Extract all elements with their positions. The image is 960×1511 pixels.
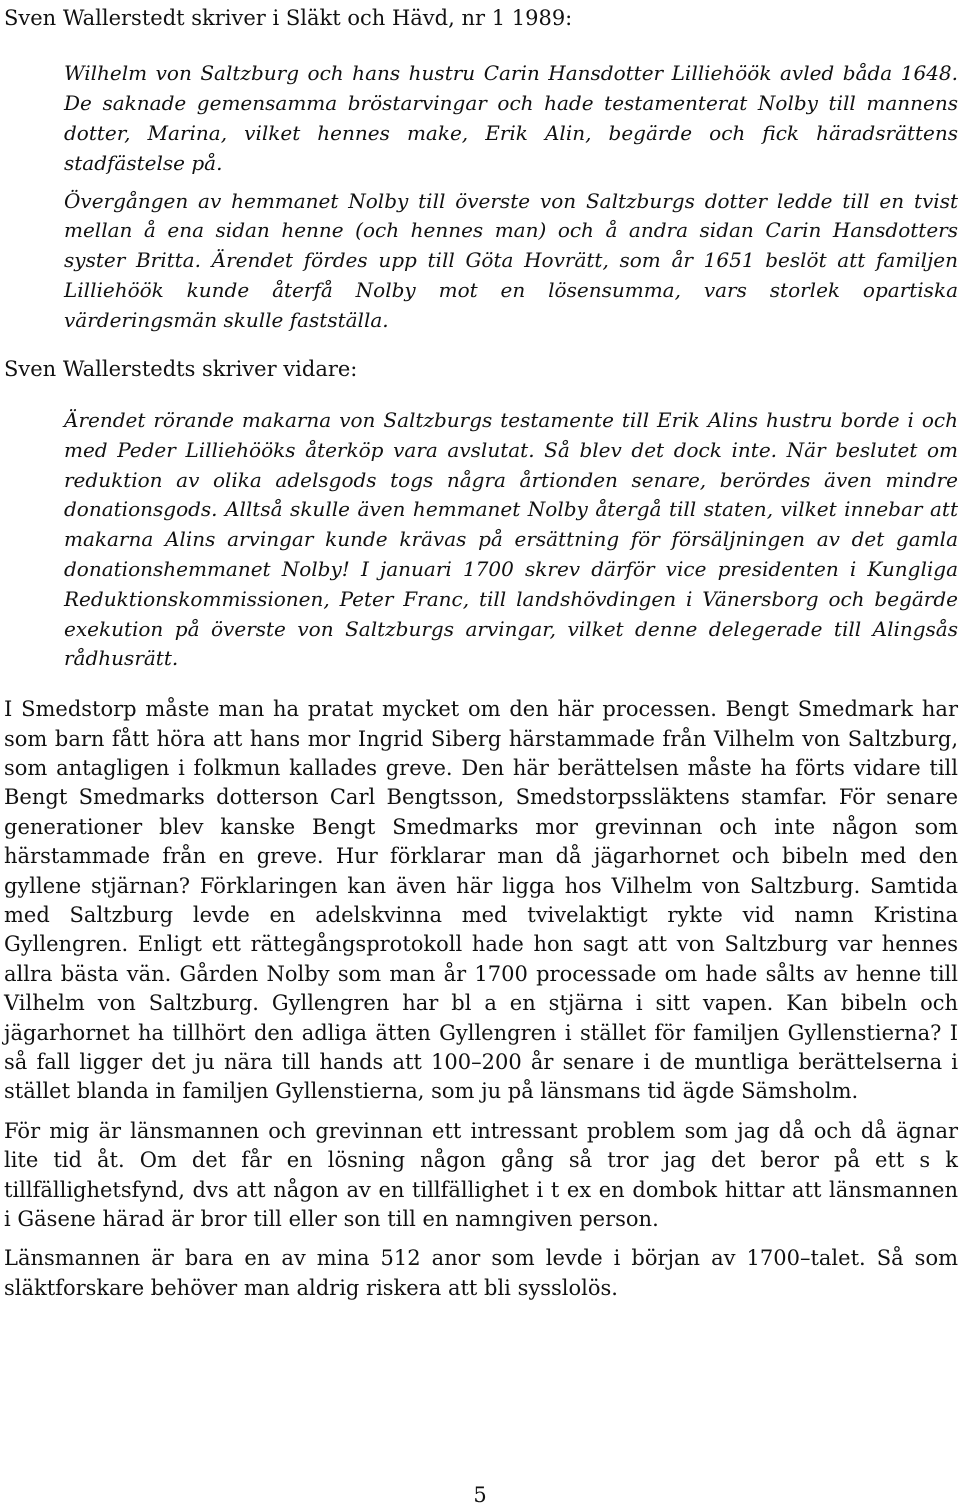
intro-paragraph-2: Sven Wallerstedts skriver vidare: [4, 356, 358, 381]
quote-paragraph-1: Wilhelm von Saltzburg och hans hustru Carin Hansdotter Lilliehöök avled båda 1648. De saknade gemensamma bröstarvingar och hade testamenterat Nolby till mannens dotter, Marina, vilket hennes make, Erik Alin, begärde och fick häradsrättens stadfästelse på. [64, 61, 958, 175]
body-paragraph-1: I Smedstorp måste man ha pratat mycket om den här processen. Bengt Smedmark har som barn fått höra att hans mor Ingrid Siberg härstammade från Vilhelm von Saltzburg, som antagligen i folkmun kallades greve. Den här berättelsen måste ha förts vidare till Bengt Smedmarks dotterson Carl Bengtsson, Smedstorpssläktens stamfar. För senare generationer blev kanske Bengt Smedmarks mor grevinnan och inte någon som härstammade från en greve. Hur förklarar man då jägarhornet och bibeln med den gyllene stjärnan? Förklaringen kan även här ligga hos Vilhelm von Saltzburg. Samtida med Saltzburg levde en adelskvinna med tvivelaktigt rykte vid namn Kristina Gyllengren. Enligt ett rättegångsprotokoll hade hon sagt att von Saltzburg var hennes allra bästa vän. Gården Nolby som man år 1700 processade om hade sålts av henne till Vilhelm von Saltzburg. Gyllengren har bl a en stjärna i sitt vapen. Kan bibeln och jägarhornet ha tillhört den adliga ätten Gyllengren i stället för familjen Gyllenstierna? I så fall ligger det ju nära till hands att 100–200 år senare i de muntliga berättelserna i stället blanda in familjen Gyllenstierna, som ju på länsmans tid ägde Sämsholm. [4, 697, 958, 1104]
body-paragraph-2: För mig är länsmannen och grevinnan ett intressant problem som jag då och då ägnar lite tid åt. Om det får en lösning någon gång så tror jag det beror på ett s k tillfällighetsfynd, dvs att någon av en tillfällighet i t ex en dombok hittar att länsmannen i Gäsene härad är bror till eller son till en namngiven person. [4, 1118, 958, 1232]
quote-paragraph-2: Övergången av hemmanet Nolby till överste von Saltzburgs dotter ledde till en tvist mellan å ena sidan henne (och hennes man) och å andra sidan Carin Hansdotters syster Britta. Ärendet fördes upp till Göta Hovrätt, som år 1651 beslöt att familjen Lilliehöök kunde återfå Nolby mot en lösensumma, vars storlek opartiska värderingsmän skulle fastställa. [64, 188, 958, 332]
body-paragraph-3: Länsmannen är bara en av mina 512 anor som levde i början av 1700–talet. Så som släktforskare behöver man aldrig riskera att bli sysslolös. [4, 1246, 958, 1300]
quote-paragraph-3: Ärendet rörande makarna von Saltzburgs testamente till Erik Alins hustru borde i och med Peder Lilliehööks återköp vara avslutat. Så blev det dock inte. När beslutet om reduktion av olika adelsgods togs några årtionden senare, berördes även mindre donationsgods. Alltså skulle även hemmanet Nolby återgå till staten, vilket innebar att makarna Alins arvingar kunde krävas på ersättning för försäljningen av det gamla donationshemmanet Nolby! I januari 1700 skrev därför vice presidenten i Kungliga Reduktionskommissionen, Peter Franc, till landshövdingen i Vänersborg och begärde exekution på överste von Saltzburgs arvingar, vilket denne delegerade till Alingsås rådhusrätt. [64, 407, 958, 671]
page-number: 5 [473, 1483, 487, 1507]
document-page [4, 0, 958, 1303]
intro-paragraph: Sven Wallerstedt skriver i Släkt och Hävd, nr 1 1989: [4, 6, 573, 30]
